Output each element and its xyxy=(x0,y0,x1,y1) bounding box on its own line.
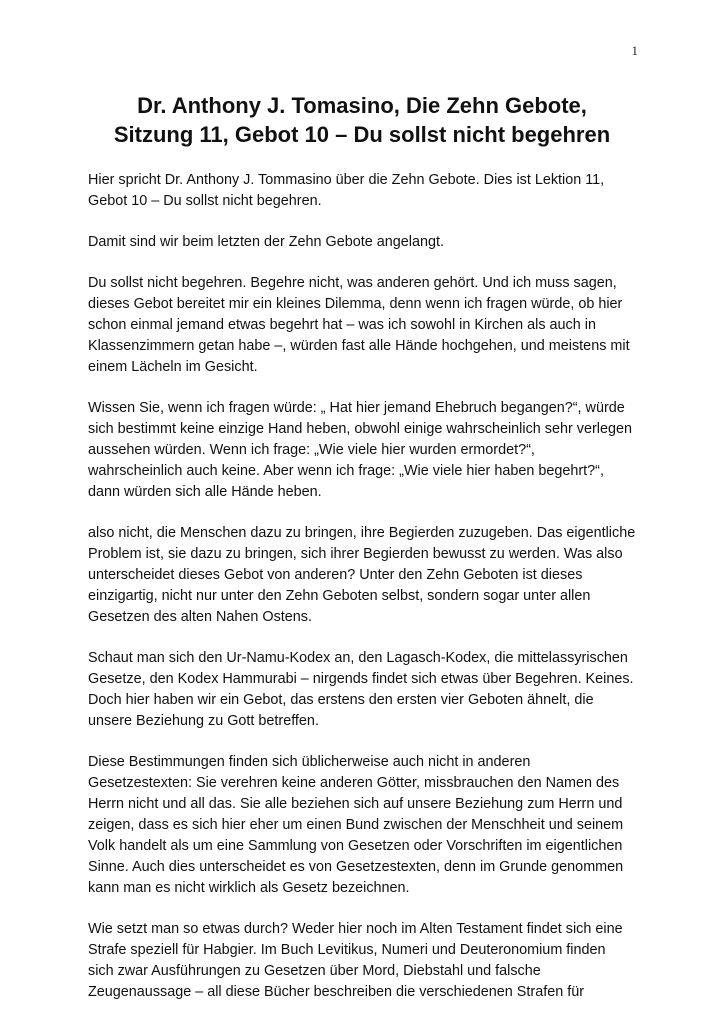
text-line: also nicht, die Menschen dazu zu bringen, ihre Begierden zuzugeben. Das eigentliche xyxy=(88,525,636,541)
text-line: dieses Gebot bereitet mir ein kleines Dilemma, denn wenn ich fragen würde, ob hier xyxy=(88,296,623,312)
paragraph xyxy=(88,523,648,628)
text-line: Klassenzimmern getan habe –, würden fast alle Hände hochgehen, und meistens mit xyxy=(88,338,630,354)
title-line-1: Dr. Anthony J. Tomasino, Die Zehn Gebote, xyxy=(137,93,587,118)
text-line: Problem ist, sie dazu zu bringen, sich ihrer Begierden bewusst zu werden. Was also xyxy=(88,546,623,562)
page-number: 1 xyxy=(631,43,638,58)
text-line: Volk handelt als um eine Sammlung von Gesetzen oder Vorschriften im eigentlichen xyxy=(88,838,623,854)
text-line: Herrn nicht und all das. Sie alle beziehen sich auf unsere Beziehung zum Herrn und xyxy=(88,796,623,812)
paragraph xyxy=(88,752,648,899)
text-line: Wissen Sie, wenn ich fragen würde: „ Hat hier jemand Ehebruch begangen?“, würde xyxy=(88,400,625,416)
paragraph xyxy=(88,170,648,212)
document-body xyxy=(88,170,648,1023)
text-line: einzigartig, nicht nur unter den Zehn Geboten selbst, sondern sogar unter allen xyxy=(88,588,591,604)
text-line: Damit sind wir beim letzten der Zehn Gebote angelangt. xyxy=(88,234,444,250)
text-line: Hier spricht Dr. Anthony J. Tommasino über die Zehn Gebote. Dies ist Lektion 11, xyxy=(88,172,605,188)
text-line: Strafe speziell für Habgier. Im Buch Levitikus, Numeri und Deuteronomium finden xyxy=(88,942,606,958)
text-line: Gesetze, den Kodex Hammurabi – nirgends findet sich etwas über Begehren. Keines. xyxy=(88,671,634,687)
paragraph xyxy=(88,273,648,378)
paragraph xyxy=(88,919,648,1003)
text-line: sich bestimmt keine einzige Hand heben, obwohl einige wahrscheinlich sehr verlegen xyxy=(88,421,632,437)
text-line: schon einmal jemand etwas begehrt hat – was ich sowohl in Kirchen als auch in xyxy=(88,317,596,333)
text-line: aussehen würden. Wenn ich frage: „Wie viele hier wurden ermordet?“, xyxy=(88,442,535,458)
text-line: zeigen, dass es sich hier eher um einen Bund zwischen der Menschheit und seinem xyxy=(88,817,624,833)
text-line: Diese Bestimmungen finden sich üblicherweise auch nicht in anderen xyxy=(88,754,531,770)
paragraph xyxy=(88,648,648,732)
text-line: Gebot 10 – Du sollst nicht begehren. xyxy=(88,193,322,209)
text-line: Gesetzen des alten Nahen Ostens. xyxy=(88,609,312,625)
text-line: kann man es nicht wirklich als Gesetz bezeichnen. xyxy=(88,880,410,896)
paragraph xyxy=(88,398,648,503)
text-line: Schaut man sich den Ur-Namu-Kodex an, den Lagasch-Kodex, die mittelassyrischen xyxy=(88,650,628,666)
text-line: Doch hier haben wir ein Gebot, das erstens den ersten vier Geboten ähnelt, die xyxy=(88,692,594,708)
text-line: sich zwar Ausführungen zu Gesetzen über Mord, Diebstahl und falsche xyxy=(88,963,541,979)
title-line-2: Sitzung 11, Gebot 10 – Du sollst nicht begehren xyxy=(113,122,611,147)
text-line: Zeugenaussage – all diese Bücher beschreiben die verschiedenen Strafen für xyxy=(88,984,584,1000)
text-line: Gesetzestexten: Sie verehren keine anderen Götter, missbrauchen den Namen des xyxy=(88,775,620,791)
text-line: einem Lächeln im Gesicht. xyxy=(88,359,258,375)
text-line: dann würden sich alle Hände heben. xyxy=(88,484,322,500)
document-title xyxy=(80,91,644,149)
paragraph xyxy=(88,232,648,253)
text-line: Sinne. Auch dies unterscheidet es von Gesetzestexten, denn im Grunde genommen xyxy=(88,859,624,875)
text-line: Wie setzt man so etwas durch? Weder hier noch im Alten Testament findet sich eine xyxy=(88,921,623,937)
text-line: unterscheidet dieses Gebot von anderen? Unter den Zehn Geboten ist dieses xyxy=(88,567,583,583)
text-line: unsere Beziehung zu Gott betreffen. xyxy=(88,713,319,729)
text-line: wahrscheinlich auch keine. Aber wenn ich frage: „Wie viele hier haben begehrt?“, xyxy=(88,463,604,479)
text-line: Du sollst nicht begehren. Begehre nicht, was anderen gehört. Und ich muss sagen, xyxy=(88,275,617,291)
